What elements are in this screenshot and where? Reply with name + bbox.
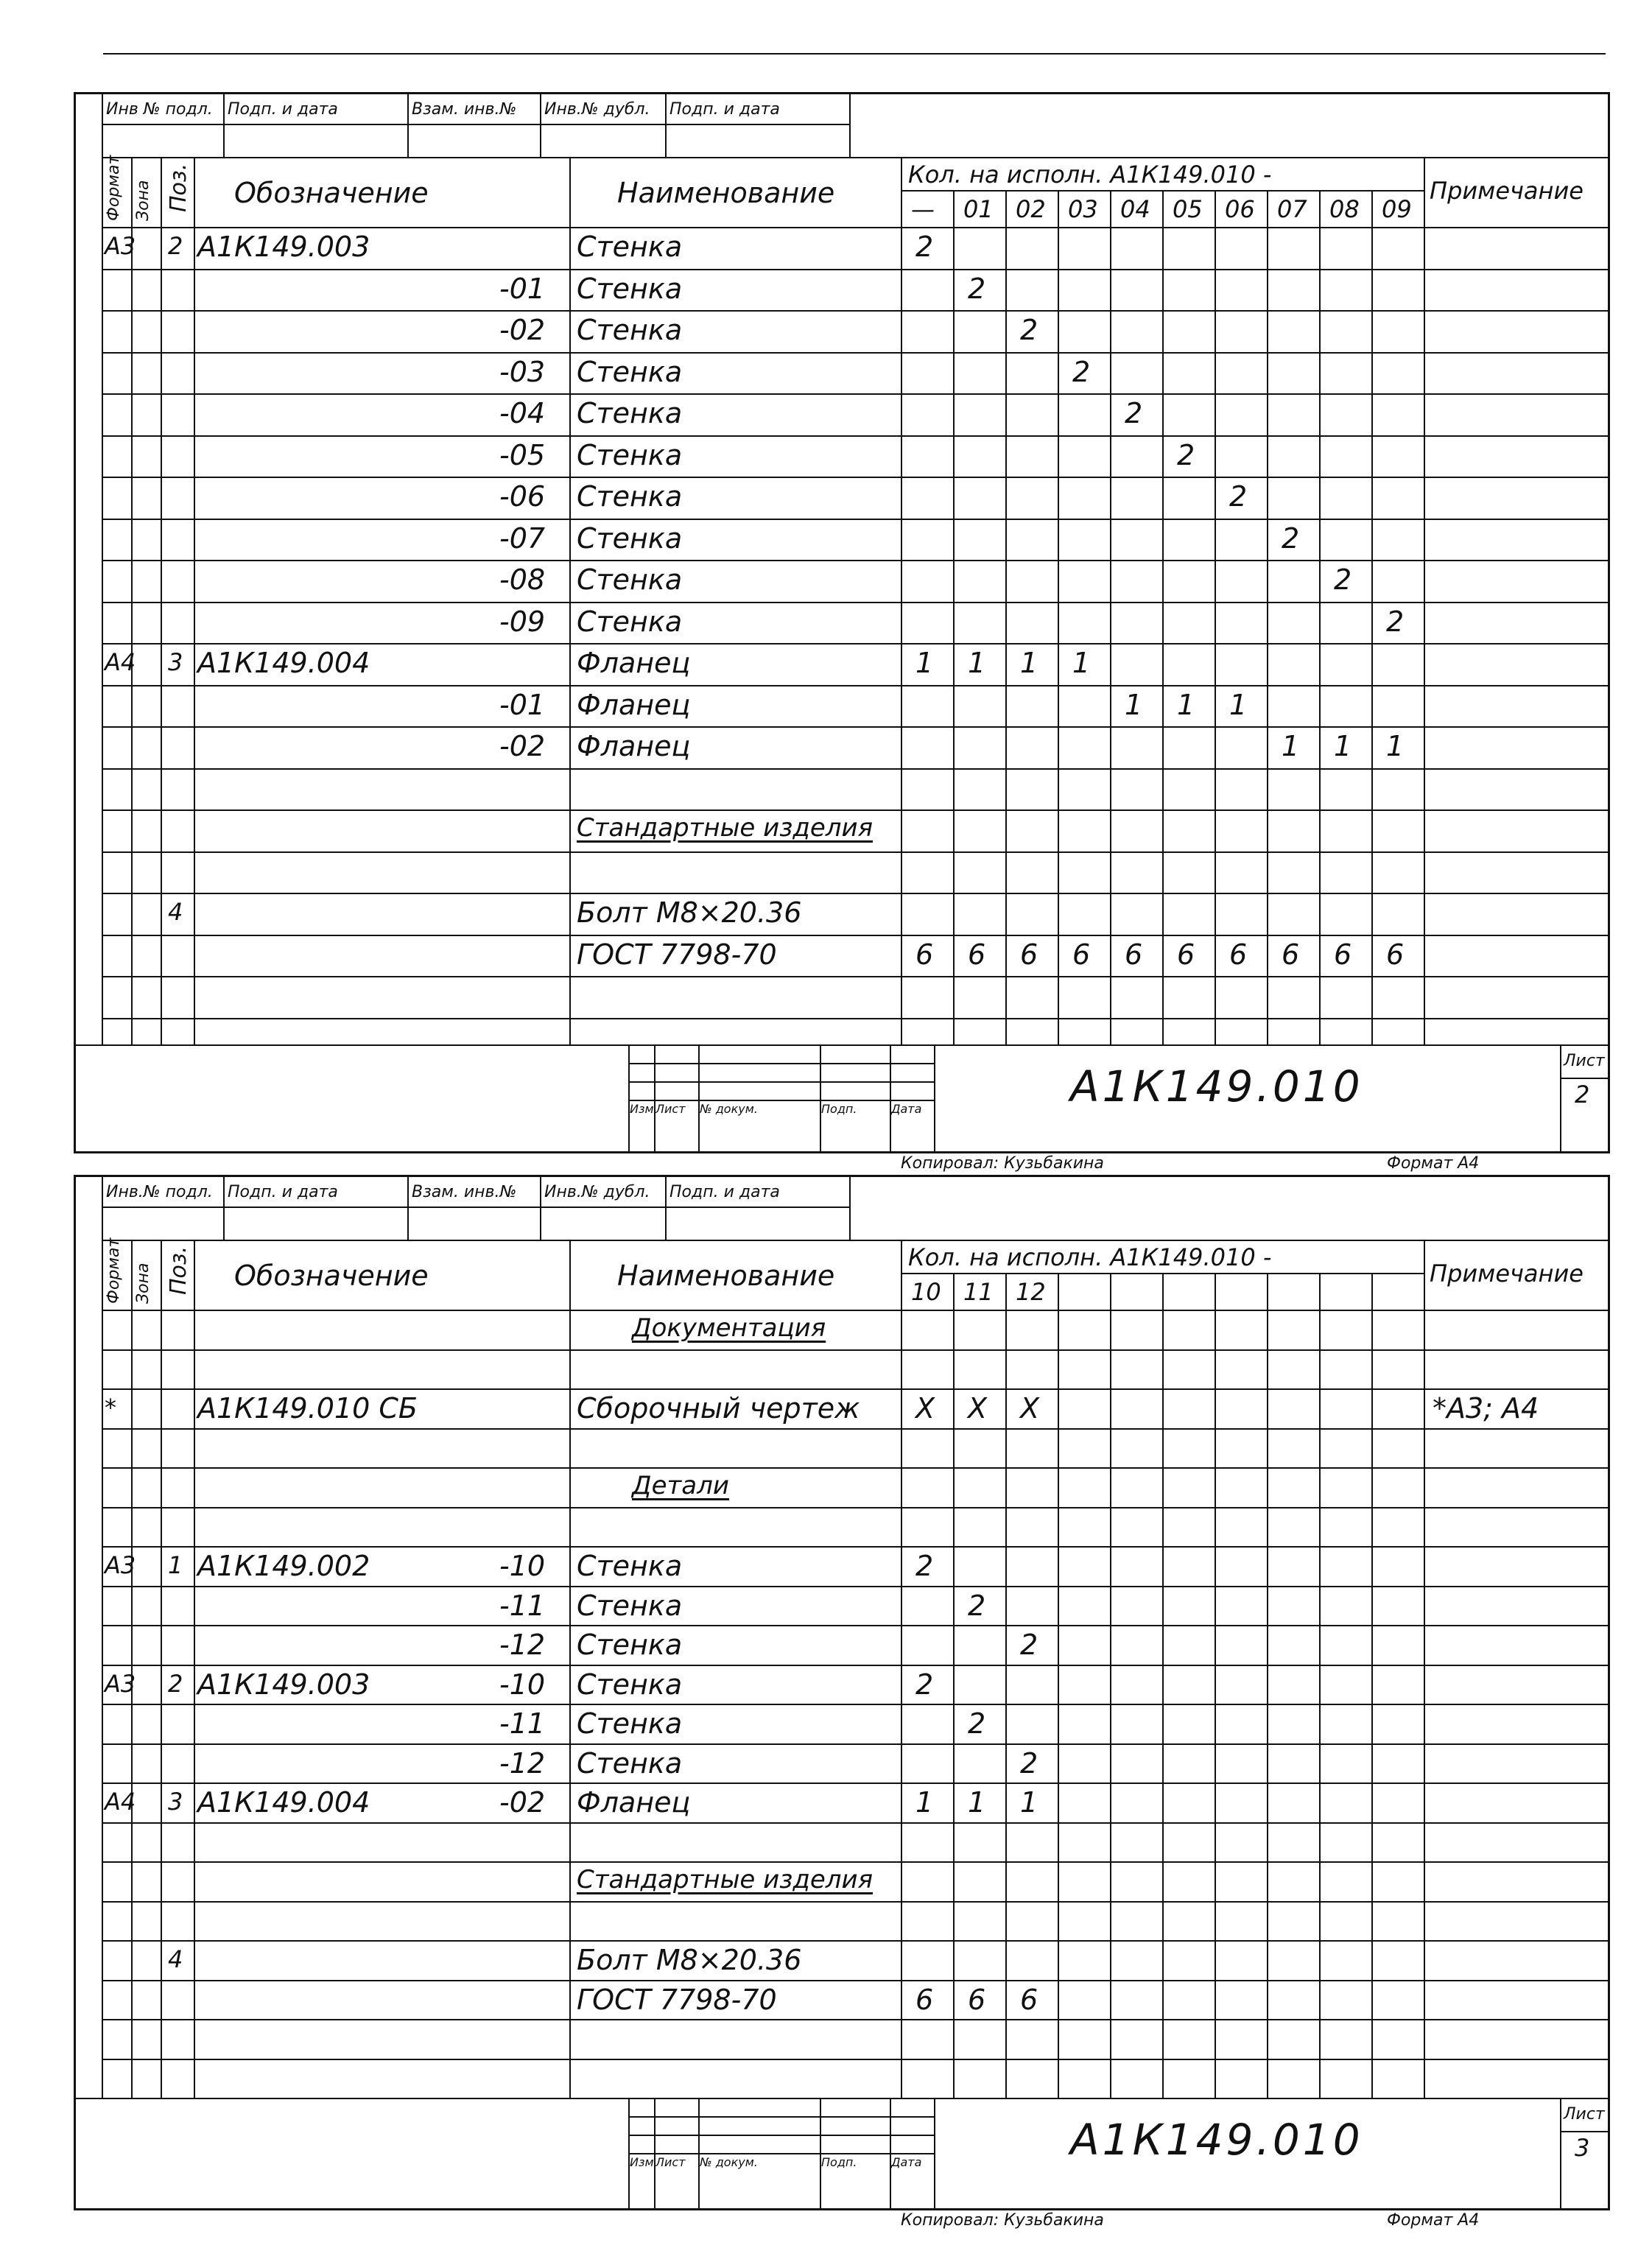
row-designation: А1К149.010 СБ: [197, 1392, 418, 1425]
stamp-grid-col: [654, 2098, 655, 2208]
row-qty-cell: 2: [1229, 480, 1248, 513]
qty-column-line: [1371, 190, 1373, 1044]
row-qty-cell: 6: [915, 1983, 934, 2016]
table-column-line: [901, 1240, 902, 2098]
table-row-line: [102, 1625, 1608, 1626]
row-name: Стенка: [577, 314, 683, 346]
perm-strip-left: [102, 94, 103, 157]
row-qty-cell: 2: [1282, 521, 1300, 555]
table-row-line: [102, 643, 1608, 644]
header-variant: 10: [911, 1278, 941, 1306]
row-qty-cell: 1: [1282, 730, 1300, 762]
stamp-grid-col: [654, 1044, 655, 1151]
table-row-line: [102, 1018, 1608, 1019]
stamp-sheet-line: [1560, 2131, 1608, 2132]
row-qty-cell: 6: [1125, 938, 1143, 971]
scan-top-border: [103, 53, 1606, 55]
table-row-line: [102, 685, 1608, 686]
row-qty-cell: 2: [968, 272, 986, 305]
row-designation-suffix: -09: [499, 605, 546, 638]
table-row-line: [102, 602, 1608, 603]
perm-field-label: Инв.№ подл.: [106, 1183, 213, 1201]
header-designation: Обозначение: [234, 1260, 429, 1292]
row-qty-cell: 1: [915, 1786, 934, 1819]
row-name: Стенка: [577, 1550, 683, 1582]
qty-column-line: [1267, 1273, 1268, 2098]
stamp-sheet-label: Лист: [1564, 2105, 1605, 2124]
row-format: *: [105, 1394, 116, 1422]
row-qty-cell: 1: [1020, 1786, 1038, 1819]
stamp-grid-col: [890, 2098, 891, 2208]
stamp-grid-row: [628, 1063, 934, 1064]
stamp-grid-col: [934, 2098, 935, 2208]
table-row-line: [102, 2019, 1608, 2020]
table-row-line: [102, 519, 1608, 520]
row-designation-suffix: -02: [499, 314, 546, 346]
header-variant: 04: [1120, 195, 1150, 223]
row-qty-cell: 1: [1072, 647, 1091, 679]
table-row-line: [102, 352, 1608, 354]
header-note: Примечание: [1430, 1260, 1584, 1288]
table-column-line: [131, 157, 133, 1044]
row-format: А4: [105, 648, 136, 676]
stamp-field-label: № докум.: [700, 1102, 758, 1116]
stamp-top-line: [76, 1044, 1608, 1046]
stamp-grid-col: [698, 1044, 700, 1151]
stamp-grid-row: [628, 1100, 934, 1101]
perm-field-label: Подп. и дата: [669, 100, 780, 119]
row-name: Стенка: [577, 1707, 683, 1740]
stamp-grid-col: [890, 1044, 891, 1151]
row-format: А3: [105, 1669, 136, 1698]
table-row-line: [102, 768, 1608, 770]
row-name: ГОСТ 7798-70: [577, 938, 777, 971]
copied-by: Копировал: Кузьбакина: [901, 1154, 1104, 1173]
table-row-line: [102, 1388, 1608, 1390]
stamp-grid-left: [628, 1044, 630, 1151]
row-qty-cell: 6: [1282, 938, 1300, 971]
perm-field-label: Подп. и дата: [228, 1183, 338, 1201]
row-position: 3: [168, 648, 183, 676]
table-column-line: [161, 1240, 162, 2098]
perm-field-divider: [665, 94, 667, 157]
row-position: 4: [168, 898, 183, 926]
stamp-grid-col: [698, 2098, 700, 2208]
table-column-line: [901, 157, 902, 1044]
qty-column-line: [1319, 190, 1321, 1044]
row-qty-cell: 1: [1125, 688, 1143, 721]
header-variant: 02: [1016, 195, 1046, 223]
qty-column-line: [1005, 190, 1007, 1044]
document-designation: А1К149.010: [1070, 1061, 1363, 1111]
row-qty-cell: 2: [1334, 563, 1352, 596]
table-row-line: [102, 1546, 1608, 1548]
copied-by: Копировал: Кузьбакина: [901, 2211, 1104, 2230]
perm-field-label: Взам. инв.№: [412, 100, 517, 119]
perm-field-divider: [223, 94, 225, 157]
stamp-field-label: № докум.: [700, 2155, 758, 2169]
header-format: Формат: [105, 155, 123, 221]
header-zone: Зона: [134, 180, 152, 221]
row-designation-suffix: -12: [499, 1629, 546, 1661]
row-designation: А1К149.002: [197, 1550, 370, 1582]
row-name: Фланец: [577, 647, 691, 679]
row-name: Болт М8×20.36: [577, 896, 802, 929]
table-top-line: [102, 157, 1608, 158]
row-qty-cell: 6: [1177, 938, 1195, 971]
row-name: ГОСТ 7798-70: [577, 1983, 777, 2016]
stamp-grid-col: [820, 2098, 821, 2208]
table-row-line: [102, 1704, 1608, 1705]
row-qty-cell: 6: [968, 938, 986, 971]
table-row-line: [102, 1861, 1608, 1863]
perm-field-divider: [849, 94, 851, 157]
row-qty-cell: 6: [1229, 938, 1248, 971]
row-designation-suffix: -02: [499, 730, 546, 762]
qty-column-line: [1110, 1273, 1111, 2098]
qty-column-line: [1267, 190, 1268, 1044]
qty-column-line: [1319, 1273, 1321, 2098]
stamp-grid-left: [628, 2098, 630, 2208]
row-name: Стенка: [577, 231, 683, 263]
table-row-line: [102, 809, 1608, 811]
table-row-line: [102, 477, 1608, 478]
row-name: Фланец: [577, 688, 691, 721]
row-qty-cell: 6: [968, 1983, 986, 2016]
table-row-line: [102, 269, 1608, 270]
table-column-line: [569, 1240, 571, 2098]
header-format: Формат: [105, 1237, 123, 1304]
table-row-line: [102, 1665, 1608, 1666]
row-format: А3: [105, 232, 136, 260]
row-qty-cell: 2: [968, 1707, 986, 1740]
table-column-line: [194, 1240, 195, 2098]
table-row-line: [102, 1349, 1608, 1351]
row-qty-cell: 2: [968, 1589, 986, 1622]
table-row-line: [102, 1980, 1608, 1981]
perm-field-divider: [665, 1177, 667, 1240]
table-row-line: [102, 310, 1608, 312]
perm-strip-left: [102, 1177, 103, 1240]
perm-field-label: Инв № подл.: [106, 100, 213, 119]
table-top-line: [102, 1240, 1608, 1241]
row-qty-cell: 1: [1229, 688, 1248, 721]
row-position: 2: [168, 1669, 183, 1698]
table-row-line: [102, 1586, 1608, 1587]
header-name: Наименование: [617, 177, 835, 209]
row-name: Сборочный чертеж: [577, 1392, 860, 1425]
table-header-bottom: [102, 227, 1608, 228]
document-designation: А1К149.010: [1070, 2115, 1363, 2165]
table-row-line: [102, 935, 1608, 936]
row-qty-cell: X: [1020, 1392, 1040, 1425]
row-note: *А3; А4: [1433, 1392, 1539, 1425]
table-row-line: [102, 1507, 1608, 1508]
table-row-line: [102, 1901, 1608, 1903]
table-row-line: [102, 1428, 1608, 1430]
stamp-field-label: Изм: [630, 2155, 654, 2169]
row-designation-suffix: -11: [499, 1707, 546, 1740]
header-variant: 09: [1382, 195, 1412, 223]
row-format: А3: [105, 1551, 136, 1579]
perm-field-divider: [540, 94, 541, 157]
stamp-sheet-number: 2: [1575, 1081, 1590, 1109]
row-designation-suffix: -08: [499, 563, 546, 596]
table-row-line: [102, 393, 1608, 395]
qty-column-line: [1162, 1273, 1164, 2098]
stamp-sheet-number: 3: [1575, 2134, 1590, 2162]
stamp-sheet-line: [1560, 1078, 1608, 1079]
perm-field-divider: [223, 1177, 225, 1240]
row-qty-cell: X: [915, 1392, 935, 1425]
row-designation-suffix: -01: [499, 272, 546, 305]
stamp-top-line: [76, 2098, 1608, 2099]
row-name: Стандартные изделия: [577, 813, 874, 843]
stamp-sheet-label: Лист: [1564, 1052, 1605, 1070]
row-name: Стенка: [577, 397, 683, 429]
row-position: 4: [168, 1945, 183, 1973]
row-qty-cell: 6: [1072, 938, 1091, 971]
table-column-line: [161, 157, 162, 1044]
header-zone: Зона: [134, 1262, 152, 1304]
stamp-grid-row: [628, 2153, 934, 2154]
stamp-field-label: Лист: [655, 1102, 686, 1116]
stamp-field-label: Подп.: [821, 2155, 857, 2169]
row-designation-suffix: -01: [499, 688, 546, 721]
row-name: Стенка: [577, 438, 683, 471]
row-designation-suffix: -11: [499, 1589, 546, 1622]
table-column-line: [194, 157, 195, 1044]
header-pos: Поз.: [166, 1246, 191, 1295]
qty-column-line: [1058, 190, 1059, 1044]
row-qty-cell: 1: [1177, 688, 1195, 721]
row-qty-cell: 1: [1020, 647, 1038, 679]
qty-column-line: [1424, 157, 1425, 1044]
format-label: Формат А4: [1387, 2211, 1480, 2230]
header-variant: —: [911, 195, 935, 223]
row-designation-suffix: -07: [499, 521, 546, 555]
stamp-grid-row: [628, 2135, 934, 2136]
row-designation-suffix: -10: [499, 1668, 546, 1701]
row-qty-cell: 1: [968, 647, 986, 679]
qty-column-line: [1005, 1273, 1007, 2098]
spec-sheet-2: [74, 92, 1610, 1173]
table-column-line: [131, 1240, 133, 2098]
stamp-grid-row: [628, 2116, 934, 2118]
row-name: Стенка: [577, 480, 683, 513]
row-name: Стенка: [577, 1629, 683, 1661]
row-format: А4: [105, 1788, 136, 1816]
row-qty-cell: 6: [915, 938, 934, 971]
row-designation-suffix: -06: [499, 480, 546, 513]
row-qty-cell: 6: [1334, 938, 1352, 971]
row-qty-cell: 2: [1020, 1746, 1038, 1780]
format-label: Формат А4: [1387, 1154, 1480, 1173]
row-name: Фланец: [577, 1786, 691, 1819]
row-qty-cell: 6: [1020, 938, 1038, 971]
row-qty-cell: 6: [1386, 938, 1405, 971]
header-variant: 11: [963, 1278, 994, 1306]
stamp-grid-col: [934, 1044, 935, 1151]
qty-column-line: [953, 190, 955, 1044]
row-name: Стандартные изделия: [577, 1865, 874, 1894]
row-position: 2: [168, 232, 183, 260]
header-qty-title: Кол. на исполн. А1К149.010 -: [908, 1243, 1272, 1271]
row-qty-cell: 2: [915, 1668, 934, 1701]
header-variant: 05: [1173, 195, 1203, 223]
row-designation-suffix: -04: [499, 397, 546, 429]
table-row-line: [102, 1940, 1608, 1942]
table-row-line: [102, 1743, 1608, 1745]
row-name: Стенка: [577, 605, 683, 638]
row-qty-cell: 1: [1386, 730, 1405, 762]
stamp-sheet-divider: [1560, 1044, 1561, 1151]
table-row-line: [102, 726, 1608, 728]
row-qty-cell: 2: [915, 1550, 934, 1582]
row-name: Документация: [632, 1313, 826, 1343]
row-qty-cell: 2: [915, 231, 934, 263]
row-name: Стенка: [577, 1589, 683, 1622]
perm-field-label: Подп. и дата: [228, 100, 338, 119]
table-row-line: [102, 976, 1608, 977]
row-position: 1: [168, 1551, 183, 1579]
row-qty-cell: 1: [1334, 730, 1352, 762]
row-qty-cell: 2: [1020, 314, 1038, 346]
row-name: Детали: [632, 1471, 729, 1500]
qty-column-line: [1424, 1240, 1425, 2098]
row-name: Стенка: [577, 563, 683, 596]
perm-field-divider: [407, 94, 409, 157]
header-variant: 07: [1277, 195, 1307, 223]
row-qty-cell: 2: [1020, 1629, 1038, 1661]
row-name: Фланец: [577, 730, 691, 762]
row-designation: А1К149.003: [197, 231, 370, 263]
table-header-bottom: [102, 1310, 1608, 1311]
header-note: Примечание: [1430, 177, 1584, 205]
perm-strip-mid: [102, 124, 849, 125]
row-qty-cell: 2: [1177, 438, 1195, 471]
row-designation-suffix: -10: [499, 1550, 546, 1582]
perm-field-divider: [407, 1177, 409, 1240]
row-designation-suffix: -12: [499, 1746, 546, 1780]
header-variant: 01: [963, 195, 994, 223]
row-name: Стенка: [577, 272, 683, 305]
row-qty-cell: 2: [1072, 355, 1091, 388]
row-name: Стенка: [577, 355, 683, 388]
perm-field-label: Инв.№ дубл.: [544, 100, 650, 119]
row-qty-cell: 6: [1020, 1983, 1038, 2016]
qty-column-line: [1215, 190, 1216, 1044]
row-qty-cell: 1: [968, 1786, 986, 1819]
table-column-line: [102, 1240, 103, 2098]
header-variant: 03: [1068, 195, 1098, 223]
stamp-field-label: Лист: [655, 2155, 686, 2169]
spec-sheet-3: [74, 1175, 1610, 2230]
stamp-grid-row: [628, 1081, 934, 1083]
row-name: Стенка: [577, 521, 683, 555]
row-name: Стенка: [577, 1668, 683, 1701]
row-designation-suffix: -03: [499, 355, 546, 388]
table-row-line: [102, 1467, 1608, 1469]
row-position: 3: [168, 1788, 183, 1816]
row-designation-suffix: -02: [499, 1786, 546, 1819]
perm-field-divider: [540, 1177, 541, 1240]
stamp-sheet-divider: [1560, 2098, 1561, 2208]
table-column-line: [569, 157, 571, 1044]
perm-field-label: Инв.№ дубл.: [544, 1183, 650, 1201]
table-row-line: [102, 851, 1608, 853]
qty-column-line: [1058, 1273, 1059, 2098]
table-row-line: [102, 2059, 1608, 2060]
perm-field-label: Взам. инв.№: [412, 1183, 517, 1201]
header-variant: 06: [1225, 195, 1255, 223]
row-designation: А1К149.003: [197, 1668, 370, 1701]
row-qty-cell: 1: [915, 647, 934, 679]
stamp-field-label: Дата: [891, 1102, 922, 1116]
qty-column-line: [1215, 1273, 1216, 2098]
row-name: Болт М8×20.36: [577, 1944, 802, 1976]
row-qty-cell: 2: [1386, 605, 1405, 638]
row-qty-cell: X: [968, 1392, 988, 1425]
table-row-line: [102, 1822, 1608, 1824]
stamp-grid-col: [820, 1044, 821, 1151]
row-designation-suffix: -05: [499, 438, 546, 471]
header-designation: Обозначение: [234, 177, 429, 209]
row-qty-cell: 2: [1125, 397, 1143, 429]
header-qty-title: Кол. на исполн. А1К149.010 -: [908, 161, 1272, 189]
qty-column-line: [1110, 190, 1111, 1044]
table-row-line: [102, 435, 1608, 437]
stamp-field-label: Изм: [630, 1102, 654, 1116]
table-row-line: [102, 560, 1608, 561]
header-variant: 08: [1329, 195, 1360, 223]
row-name: Стенка: [577, 1746, 683, 1780]
qty-column-line: [1162, 190, 1164, 1044]
table-row-line: [102, 1782, 1608, 1784]
row-designation: А1К149.004: [197, 647, 370, 679]
header-variant: 12: [1016, 1278, 1046, 1306]
table-row-line: [102, 893, 1608, 894]
perm-field-label: Подп. и дата: [669, 1183, 780, 1201]
header-name: Наименование: [617, 1260, 835, 1292]
perm-field-divider: [849, 1177, 851, 1240]
header-pos: Поз.: [166, 163, 191, 212]
row-designation: А1К149.004: [197, 1786, 370, 1819]
stamp-field-label: Дата: [891, 2155, 922, 2169]
stamp-field-label: Подп.: [821, 1102, 857, 1116]
perm-strip-mid: [102, 1206, 849, 1208]
qty-column-line: [1371, 1273, 1373, 2098]
table-column-line: [102, 157, 103, 1044]
qty-column-line: [953, 1273, 955, 2098]
